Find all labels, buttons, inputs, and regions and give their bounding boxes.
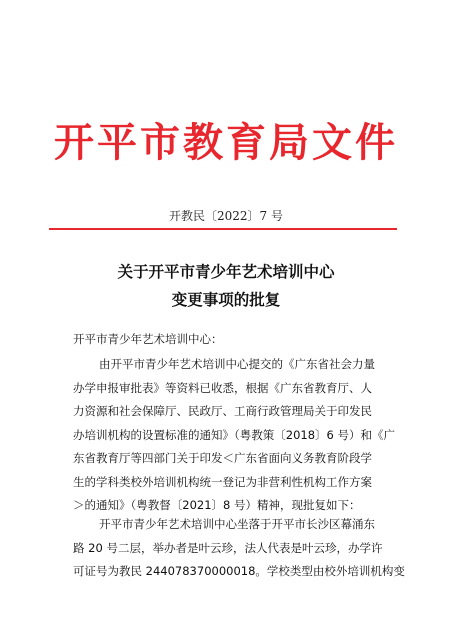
paragraph-line: 东省教育厅等四部门关于印发＜广东省面向义务教育阶段学 xyxy=(73,451,372,465)
red-divider-line xyxy=(49,228,397,230)
body-paragraph-1 xyxy=(73,353,393,518)
paragraph-line: 力资源和社会保障厅、民政厅、工商行政管理局关于印发民 xyxy=(73,404,372,418)
paragraph-line: 开平市青少年艺术培训中心坐落于开平市长沙区幕涌东 xyxy=(99,517,375,531)
paragraph-line: 办学申报审批表》等资料已收悉，根据《广东省教育厅、人 xyxy=(73,380,372,395)
document-header-title: 开平市教育局文件 xyxy=(54,119,398,166)
subject-line-1: 关于开平市青少年艺术培训中心 xyxy=(117,262,335,281)
paragraph-line: 可证号为教民 244078370000018。学校类型由校外培训机构变 xyxy=(73,564,405,578)
salutation: 开平市青少年艺术培训中心： xyxy=(73,332,223,346)
paragraph-line: 由开平市青少年艺术培训中心提交的《广东省社会力量 xyxy=(99,357,375,371)
paragraph-line: 办培训机构的设置标准的通知》（粤教策〔2018〕6 号）和《广 xyxy=(73,427,395,442)
document-subject xyxy=(0,258,452,314)
paragraph-line: 生的学科类校外培训机构统一登记为非营利性机构工作方案 xyxy=(73,474,372,489)
body-paragraph-2 xyxy=(73,513,405,584)
subject-line-2: 变更事项的批复 xyxy=(171,290,281,309)
paragraph-line: 路 20 号二层，举办者是叶云珍，法人代表是叶云珍，办学许 xyxy=(73,540,383,555)
paragraph-line: ＞的通知》（粤教督〔2021〕8 号）精神，现批复如下： xyxy=(73,498,361,512)
document-number: 开教民〔2022〕7 号 xyxy=(169,209,283,223)
